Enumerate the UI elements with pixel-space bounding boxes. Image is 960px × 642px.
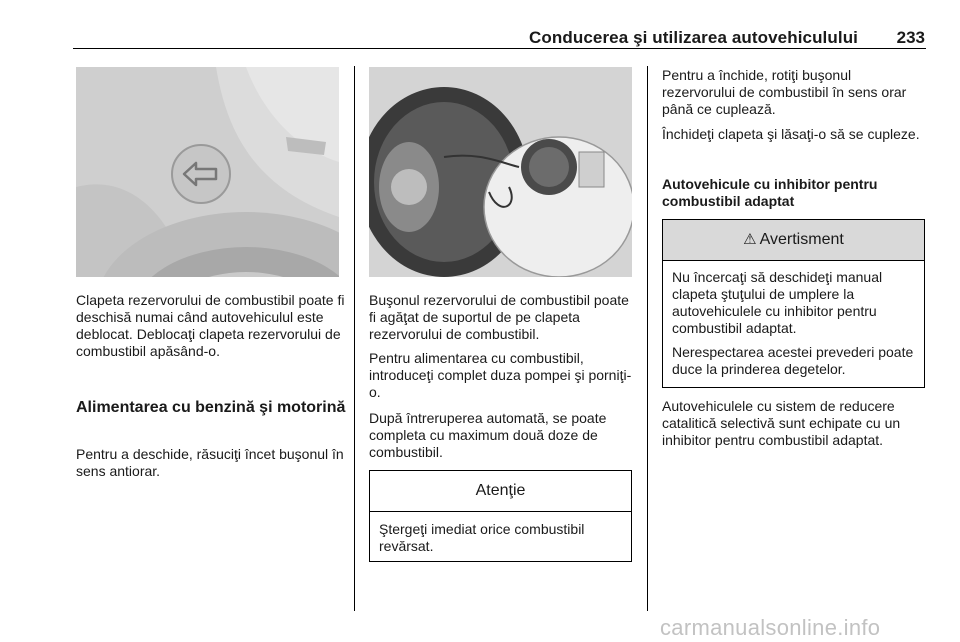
page-number: 233 — [896, 28, 925, 47]
page-header — [73, 28, 926, 49]
warning-header — [663, 220, 924, 261]
left-paragraph: Pentru a deschide, răsuciţi încet buşonul în sens antiorar. — [76, 446, 344, 479]
header-title: Conducerea şi utilizarea autovehiculului — [529, 28, 858, 47]
right-paragraph-1: Pentru a închide, rotiţi buşonul rezervorului de combustibil în sens orar până ce cuplează. — [662, 67, 907, 117]
right-heading: Autovehicule cu inhibitor pentru combustibil adaptat — [662, 176, 878, 209]
warning-text-2: Nerespectarea acestei prevederi poate duce la prinderea degetelor. — [672, 344, 914, 377]
fuel-flap-photo — [76, 67, 339, 277]
column-divider-left — [354, 66, 355, 611]
caution-title: Atenţie — [370, 471, 631, 512]
caution-box — [369, 470, 632, 562]
watermark: carmanualsonline.info — [660, 615, 881, 640]
warning-box — [662, 219, 925, 388]
left-heading: Alimentarea cu benzină şi motorină — [76, 399, 346, 416]
caution-text: Ştergeţi imediat orice combustibil revărsat. — [379, 521, 585, 554]
warning-title: Avertisment — [759, 231, 844, 248]
warning-text-1: Nu încercaţi să deschideţi manual clapeta ştuţului de umplere la autovehiculele cu inhibitor pentru combustibil adaptat. — [672, 269, 883, 336]
fuel-cap-illustration — [369, 67, 632, 277]
middle-paragraph-1: Pentru alimentarea cu combustibil, introduceţi complet duza pompei şi porniţi-o. — [369, 350, 632, 400]
fuel-cap-photo — [369, 67, 632, 277]
middle-paragraph-2: După întreruperea automată, se poate completa cu maximum două doze de combustibil. — [369, 410, 607, 460]
middle-caption: Buşonul rezervorului de combustibil poate fi agăţat de suportul de pe clapeta rezervorului de combustibil. — [369, 292, 629, 342]
left-caption: Clapeta rezervorului de combustibil poate fi deschisă numai când autovehiculul este deblocat. Deblocaţi clapeta rezervorului de combustibil apăsând-o. — [76, 292, 345, 359]
right-paragraph-3: Autovehiculele cu sistem de reducere catalitică selectivă sunt echipate cu un inhibitor pentru combustibil adaptat. — [662, 398, 901, 448]
warning-triangle-icon: ⚠ — [743, 231, 757, 248]
column-divider-right — [647, 66, 648, 611]
fuel-flap-illustration — [76, 67, 339, 277]
right-paragraph-2: Închideţi clapeta şi lăsaţi-o să se cupleze. — [662, 126, 920, 142]
